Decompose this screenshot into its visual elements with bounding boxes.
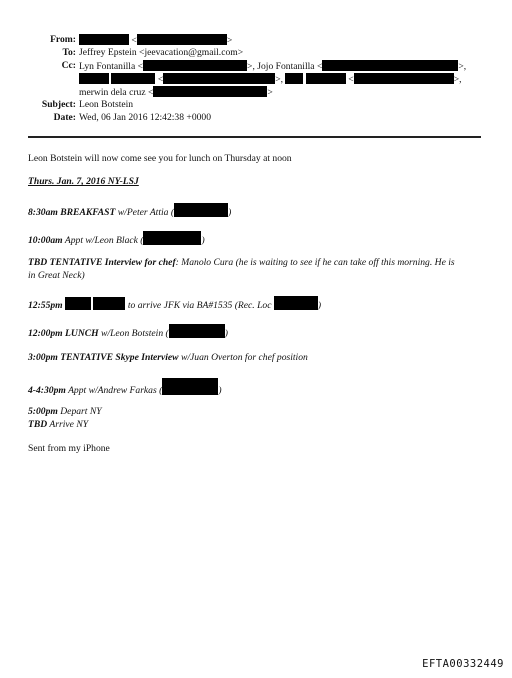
redaction-box	[274, 296, 318, 310]
redaction-box	[143, 60, 247, 71]
signoff: Sent from my iPhone	[28, 443, 110, 454]
redaction-box	[65, 297, 91, 310]
redaction-box	[162, 378, 218, 395]
event-depart: 5:00pm Depart NY	[28, 406, 102, 417]
redaction-box	[79, 73, 109, 84]
intro-line: Leon Botstein will now come see you for lunch on Thursday at noon	[28, 153, 292, 164]
redaction-box	[153, 86, 267, 97]
to-label: To:	[62, 47, 76, 58]
subject-value: Leon Botstein	[79, 99, 134, 110]
cc-row-3: merwin dela cruz < >	[79, 87, 273, 98]
event-lunch: 12:00pm LUNCH w/Leon Botstein ( )	[28, 324, 228, 340]
date-label: Date:	[53, 112, 76, 123]
event-skype-interview: 3:00pm TENTATIVE Skype Interview w/Juan Overton for chef position	[28, 352, 308, 363]
redaction-box	[174, 203, 228, 217]
document-id: EFTA00332449	[422, 658, 504, 670]
header-divider	[28, 136, 481, 138]
cc-row: Cc: Lyn Fontanilla < >, Jojo Fontanilla < >,	[61, 60, 467, 72]
event-chef-interview: TBD TENTATIVE Interview for chef: Manolo Cura (he is waiting to see if he can take off this morning. He is	[28, 257, 455, 268]
redaction-box	[137, 34, 227, 45]
redaction-box	[111, 73, 155, 84]
event-appt-farkas: 4-4:30pm Appt w/Andrew Farkas ( )	[28, 378, 222, 397]
day-heading: Thurs. Jan. 7, 2016 NY-LSJ	[28, 176, 139, 187]
redaction-box	[169, 324, 225, 338]
redaction-box	[163, 73, 275, 84]
cc-row-2: < >, < >,	[0, 73, 512, 86]
redaction-box	[143, 231, 201, 245]
to-value: Jeffrey Epstein <jeevacation@gmail.com>	[79, 47, 244, 58]
date-value: Wed, 06 Jan 2016 12:42:38 +0000	[79, 112, 212, 123]
event-breakfast: 8:30am BREAKFAST w/Peter Attia ( )	[28, 203, 231, 219]
date-row	[0, 112, 512, 125]
event-arrive-jfk: 12:55pm to arrive JFK via BA#1535 (Rec. Loc )	[28, 296, 321, 312]
subject-row	[0, 99, 512, 112]
redaction-box	[93, 297, 125, 310]
redaction-box	[322, 60, 458, 71]
from-label: From:	[50, 34, 76, 45]
email-header	[0, 34, 512, 125]
event-chef-interview-line2: in Great Neck)	[28, 270, 85, 281]
from-row: From: < >	[50, 34, 233, 46]
redaction-box	[306, 73, 346, 84]
event-arrive: TBD Arrive NY	[28, 419, 89, 430]
redaction-box	[354, 73, 454, 84]
event-appt-black: 10:00am Appt w/Leon Black ( )	[28, 231, 205, 247]
redaction-box	[285, 73, 303, 84]
redaction-box	[79, 34, 129, 45]
to-row	[0, 47, 512, 60]
cc-label: Cc:	[61, 60, 76, 71]
subject-label: Subject:	[41, 99, 76, 110]
